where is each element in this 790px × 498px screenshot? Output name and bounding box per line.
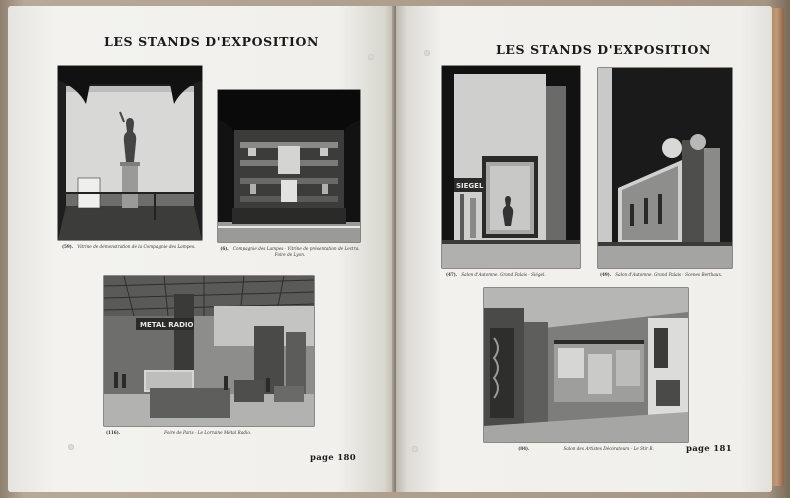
caption-84: [486, 446, 686, 452]
siegel-sign: SIEGEL: [456, 182, 484, 190]
photo-display-window-statue: [58, 66, 202, 240]
photo-49-image: [598, 68, 732, 268]
photo-siegel-stand: [442, 66, 580, 268]
photo-metal-radio-stand: [104, 276, 314, 426]
caption-6-number: (6).: [220, 246, 229, 251]
left-page-heading: LES STANDS D'EXPOSITION: [104, 34, 320, 49]
caption-47-number: (47).: [446, 272, 458, 277]
caption-116-text: Foire de Paris - Le Lorraine Métal Radio.: [164, 430, 252, 435]
caption-49-text: Salon d'Automne. Grand Palais - Scenes Berthaux.: [615, 272, 723, 277]
photo-59-image: [58, 66, 202, 240]
caption-47-text: Salon d'Automne. Grand Palais - Siégel.: [461, 272, 546, 277]
right-page-number: page 181: [686, 444, 732, 454]
caption-49: [600, 272, 722, 278]
page-hole-left-top: [368, 54, 374, 60]
caption-49-number: (49).: [600, 272, 612, 277]
page-hole-left-bottom: [68, 444, 74, 450]
photo-116-image: [104, 276, 314, 426]
caption-59-text: Vitrine de démonstration de la Compagnie des Lampes.: [77, 244, 196, 249]
right-page: [396, 6, 772, 492]
photo-84-image: [484, 288, 688, 442]
caption-84-text: Salon des Artistes Décorateurs - Le Stir B.: [563, 446, 654, 451]
caption-6-text-line1: Compagnie des Lampes - Vitrine de présentation de Lectra.: [232, 246, 360, 251]
caption-116-number: (116).: [106, 430, 121, 435]
photo-6-image: [218, 90, 360, 242]
metal-radio-sign: METAL RADIO: [140, 321, 194, 329]
caption-59-number: (59).: [62, 244, 74, 249]
caption-116: [106, 430, 314, 436]
left-page: [8, 6, 396, 492]
left-page-number: page 180: [310, 453, 356, 463]
page-hole-right-bottom: [412, 446, 418, 452]
caption-6: [220, 246, 360, 258]
caption-59: [62, 244, 195, 250]
right-page-heading: LES STANDS D'EXPOSITION: [496, 42, 712, 57]
page-hole-right-top: [424, 50, 430, 56]
caption-84-number: (84).: [518, 446, 530, 451]
caption-6-text-line2: Foire de Lyon.: [274, 252, 306, 257]
caption-47: [446, 272, 546, 278]
photo-lectra-window: [218, 90, 360, 242]
photo-47-image: [442, 66, 580, 268]
photo-decorateurs-interior: [484, 288, 688, 442]
photo-berthaux-stand: [598, 68, 732, 268]
